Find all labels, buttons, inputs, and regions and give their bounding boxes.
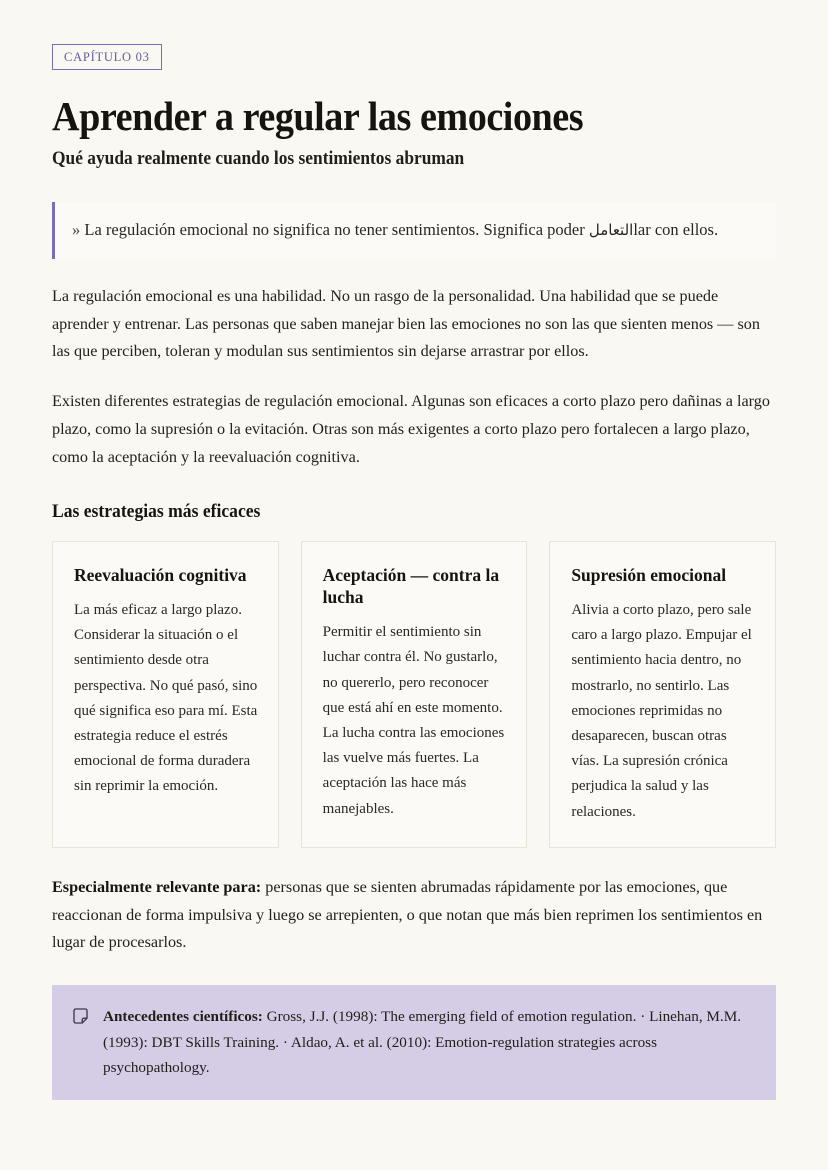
quote-marker: »: [72, 219, 81, 239]
relevance-text: personas que se sienten abrumadas rápidamente por las emociones, que reaccionan de forma impulsiva y luego se arrepienten, o que notan que más bien reprimen los sentimientos en lugar de procesarlos.: [52, 877, 763, 952]
chapter-badge: CAPÍTULO 03: [52, 44, 162, 70]
strategy-card-title: Aceptación — contra la lucha: [322, 564, 500, 608]
strategy-card-grid: [52, 541, 776, 848]
quote-text-before: La regulación emocional no significa no tener sentimientos. Significa poder: [84, 219, 589, 239]
strategy-card-text: Permitir el sentimiento sin luchar contra él. No gustarlo, no quererlo, pero reconocer que está ahí en este momento. La lucha contra las emociones las vuelve más fuertes. La aceptación las hace más manejables.: [322, 624, 505, 817]
quote-arabic-fragment: التعامل: [588, 220, 634, 239]
note-icon: [72, 1008, 89, 1025]
callout-label: Antecedentes científicos:: [103, 1008, 263, 1026]
body-paragraph-2: Existen diferentes estrategias de regulación emocional. Algunas son eficaces a corto plazo pero dañinas a largo plazo, como la supresión o la evitación. Otras son más exigentes a corto plazo pero fortalecen a largo plazo, como la aceptación y la reevaluación cognitiva.: [52, 392, 770, 466]
pull-quote: [52, 202, 776, 259]
strategy-card-title: Reevaluación cognitiva: [74, 564, 247, 585]
strategy-card: [52, 541, 279, 848]
relevance-paragraph: [52, 874, 776, 958]
scientific-background-callout: [52, 985, 776, 1100]
section-heading-strategies: Las estrategias más eficaces: [52, 501, 261, 522]
page-subtitle: Qué ayuda realmente cuando los sentimientos abruman: [52, 148, 465, 169]
page-title: Aprender a regular las emociones: [52, 92, 584, 139]
callout-body: [103, 1004, 754, 1080]
strategy-card-title: Supresión emocional: [571, 564, 727, 585]
callout-references: Gross, J.J. (1998): The emerging field of emotion regulation. · Linehan, M.M. (1993): DBT Skills Training. · Aldao, A. et al. (2010): Emotion-regulation strategies across psychopathology.: [103, 1008, 742, 1076]
relevance-label: Especialmente relevante para:: [52, 877, 262, 896]
strategy-card: [549, 541, 776, 848]
strategy-card-text: Alivia a corto plazo, pero sale caro a largo plazo. Empujar el sentimiento hacia dentro, no mostrarlo, no sentirlo. Las emociones reprimidas no desaparecen, buscan otras vías. La supresión crónica perjudica la salud y las relaciones.: [571, 602, 752, 820]
strategy-card: [301, 541, 528, 848]
quote-text-after: lar con ellos.: [633, 219, 719, 239]
body-paragraph-1: La regulación emocional es una habilidad. No un rasgo de la personalidad. Una habilidad que se puede aprender y entrenar. Las personas que saben manejar bien las emociones no son las que sienten menos — son las que perciben, toleran y modulan sus sentimientos sin dejarse arrastrar por ellos.: [52, 286, 760, 361]
strategy-card-text: La más eficaz a largo plazo. Considerar la situación o el sentimiento desde otra perspectiva. No qué pasó, sino qué significa eso para mí. Esta estrategia reduce el estrés emocional de forma duradera sin reprimir la emoción.: [74, 602, 258, 795]
